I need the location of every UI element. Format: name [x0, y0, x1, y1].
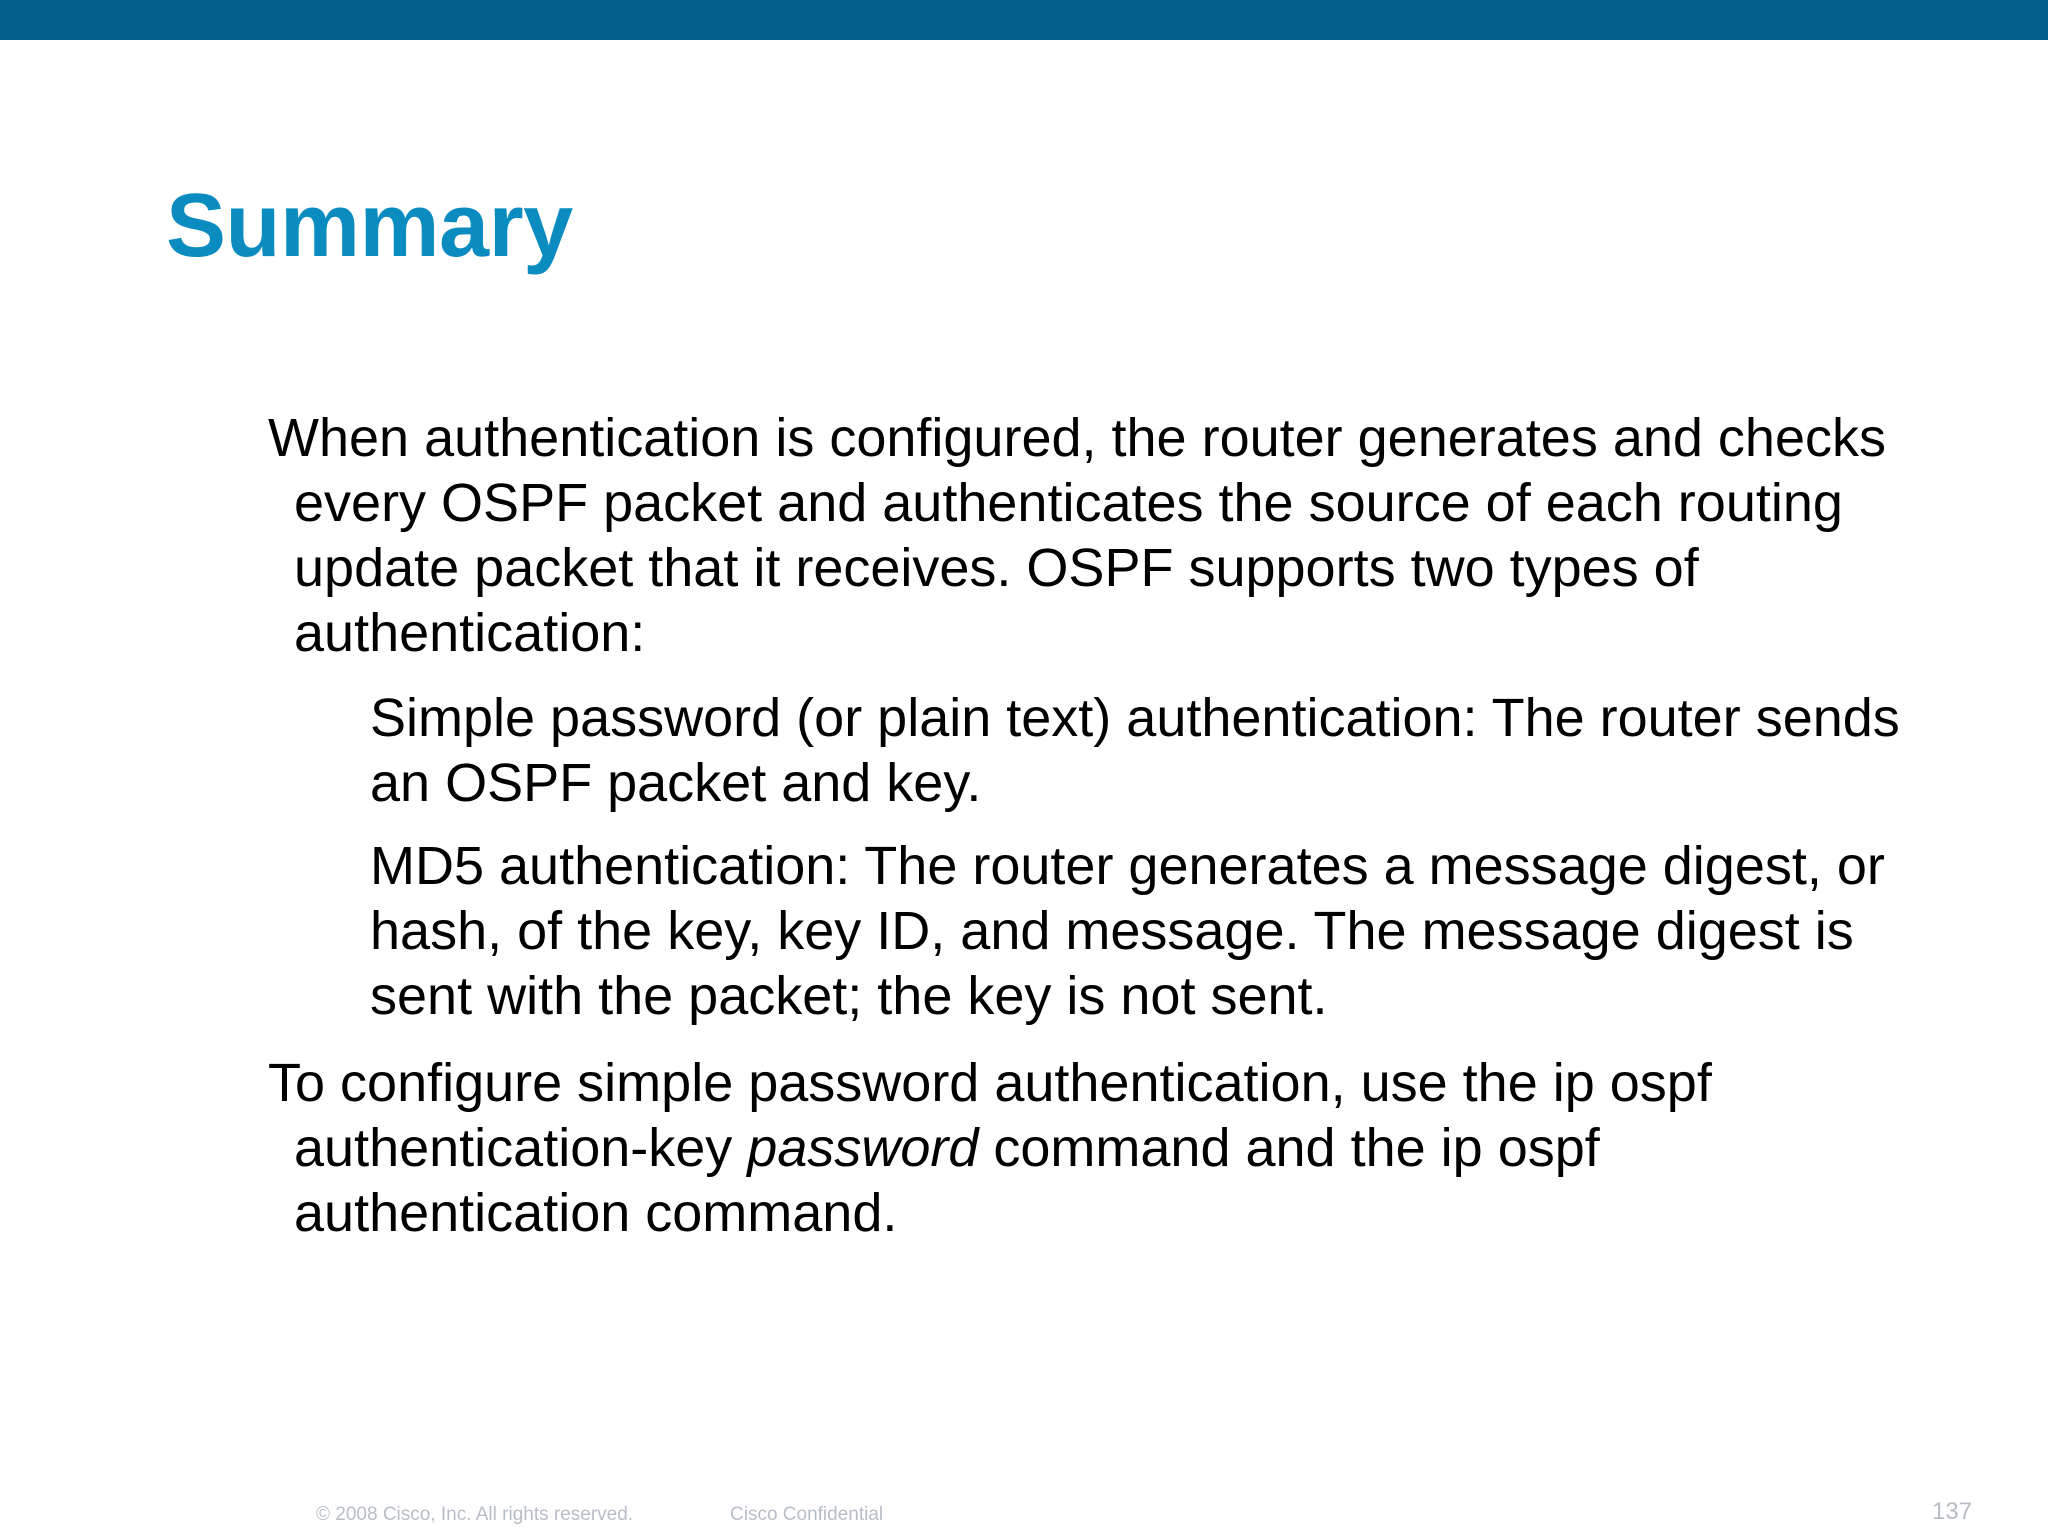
footer-copyright: © 2008 Cisco, Inc. All rights reserved.	[316, 1504, 634, 1525]
top-banner-bar	[0, 0, 2048, 40]
slide-title: Summary	[166, 176, 573, 276]
sub-item-md5: MD5 authentication: The router generates a message digest, or hash, of the key, key ID, and message. The message digest is sent with the packet; the key is not sent.	[370, 836, 1885, 1026]
paragraph-configure-text-1: To configure simple password authentication, use the ip ospf authentication-key	[268, 1053, 1712, 1178]
paragraph-configure-commands	[268, 1051, 1948, 1246]
paragraph-configure-text-2: command and the ip ospf authentication command.	[294, 1118, 1600, 1243]
page-number: 137	[1932, 1498, 1973, 1525]
password-argument: password	[747, 1118, 979, 1178]
paragraph-authentication-overview: When authentication is configured, the router generates and checks every OSPF packet and authenticates the source of each routing update packet that it receives. OSPF supports two types of authentication:	[268, 408, 1886, 663]
footer-confidential: Cisco Confidential	[730, 1504, 884, 1525]
sub-item-simple-password: Simple password (or plain text) authentication: The router sends an OSPF packet and key.	[370, 688, 1900, 813]
slide-body	[268, 406, 1948, 1266]
